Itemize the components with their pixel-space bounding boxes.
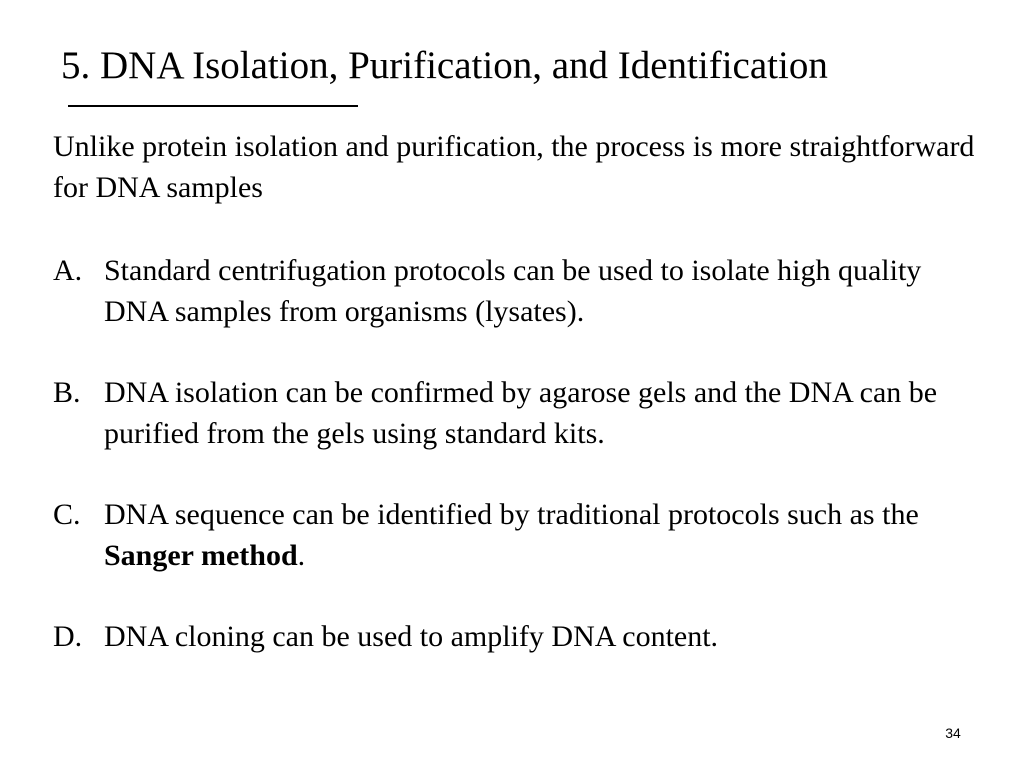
list-item-marker: B. — [53, 376, 81, 409]
list-item-marker: A. — [53, 254, 83, 287]
list-item-b — [53, 372, 993, 454]
list-item-text — [104, 494, 984, 576]
slide-number: 34 — [945, 725, 961, 741]
list-item-text: DNA cloning can be used to amplify DNA content. — [104, 620, 719, 653]
title-underline — [68, 105, 358, 107]
list-item-text-end: . — [297, 539, 306, 572]
slide-title: 5. DNA Isolation, Purification, and Identification — [61, 44, 828, 87]
sanger-method-emphasis: Sanger method — [104, 539, 298, 572]
list-item-marker: C. — [53, 498, 81, 531]
list-item-text: Standard centrifugation protocols can be used to isolate high quality DNA samples from organisms (lysates). — [104, 254, 922, 328]
list-item-d — [53, 616, 993, 657]
list-item-c — [53, 494, 993, 576]
list-item-text-start: DNA sequence can be identified by traditional protocols such as the — [104, 498, 919, 531]
list-item-text: DNA isolation can be confirmed by agarose gels and the DNA can be purified from the gels using standard kits. — [104, 376, 938, 450]
list-item-marker: D. — [53, 620, 83, 653]
list-item-a — [53, 250, 993, 332]
intro-paragraph: Unlike protein isolation and purification, the process is more straightforward for DNA samples — [53, 130, 975, 204]
